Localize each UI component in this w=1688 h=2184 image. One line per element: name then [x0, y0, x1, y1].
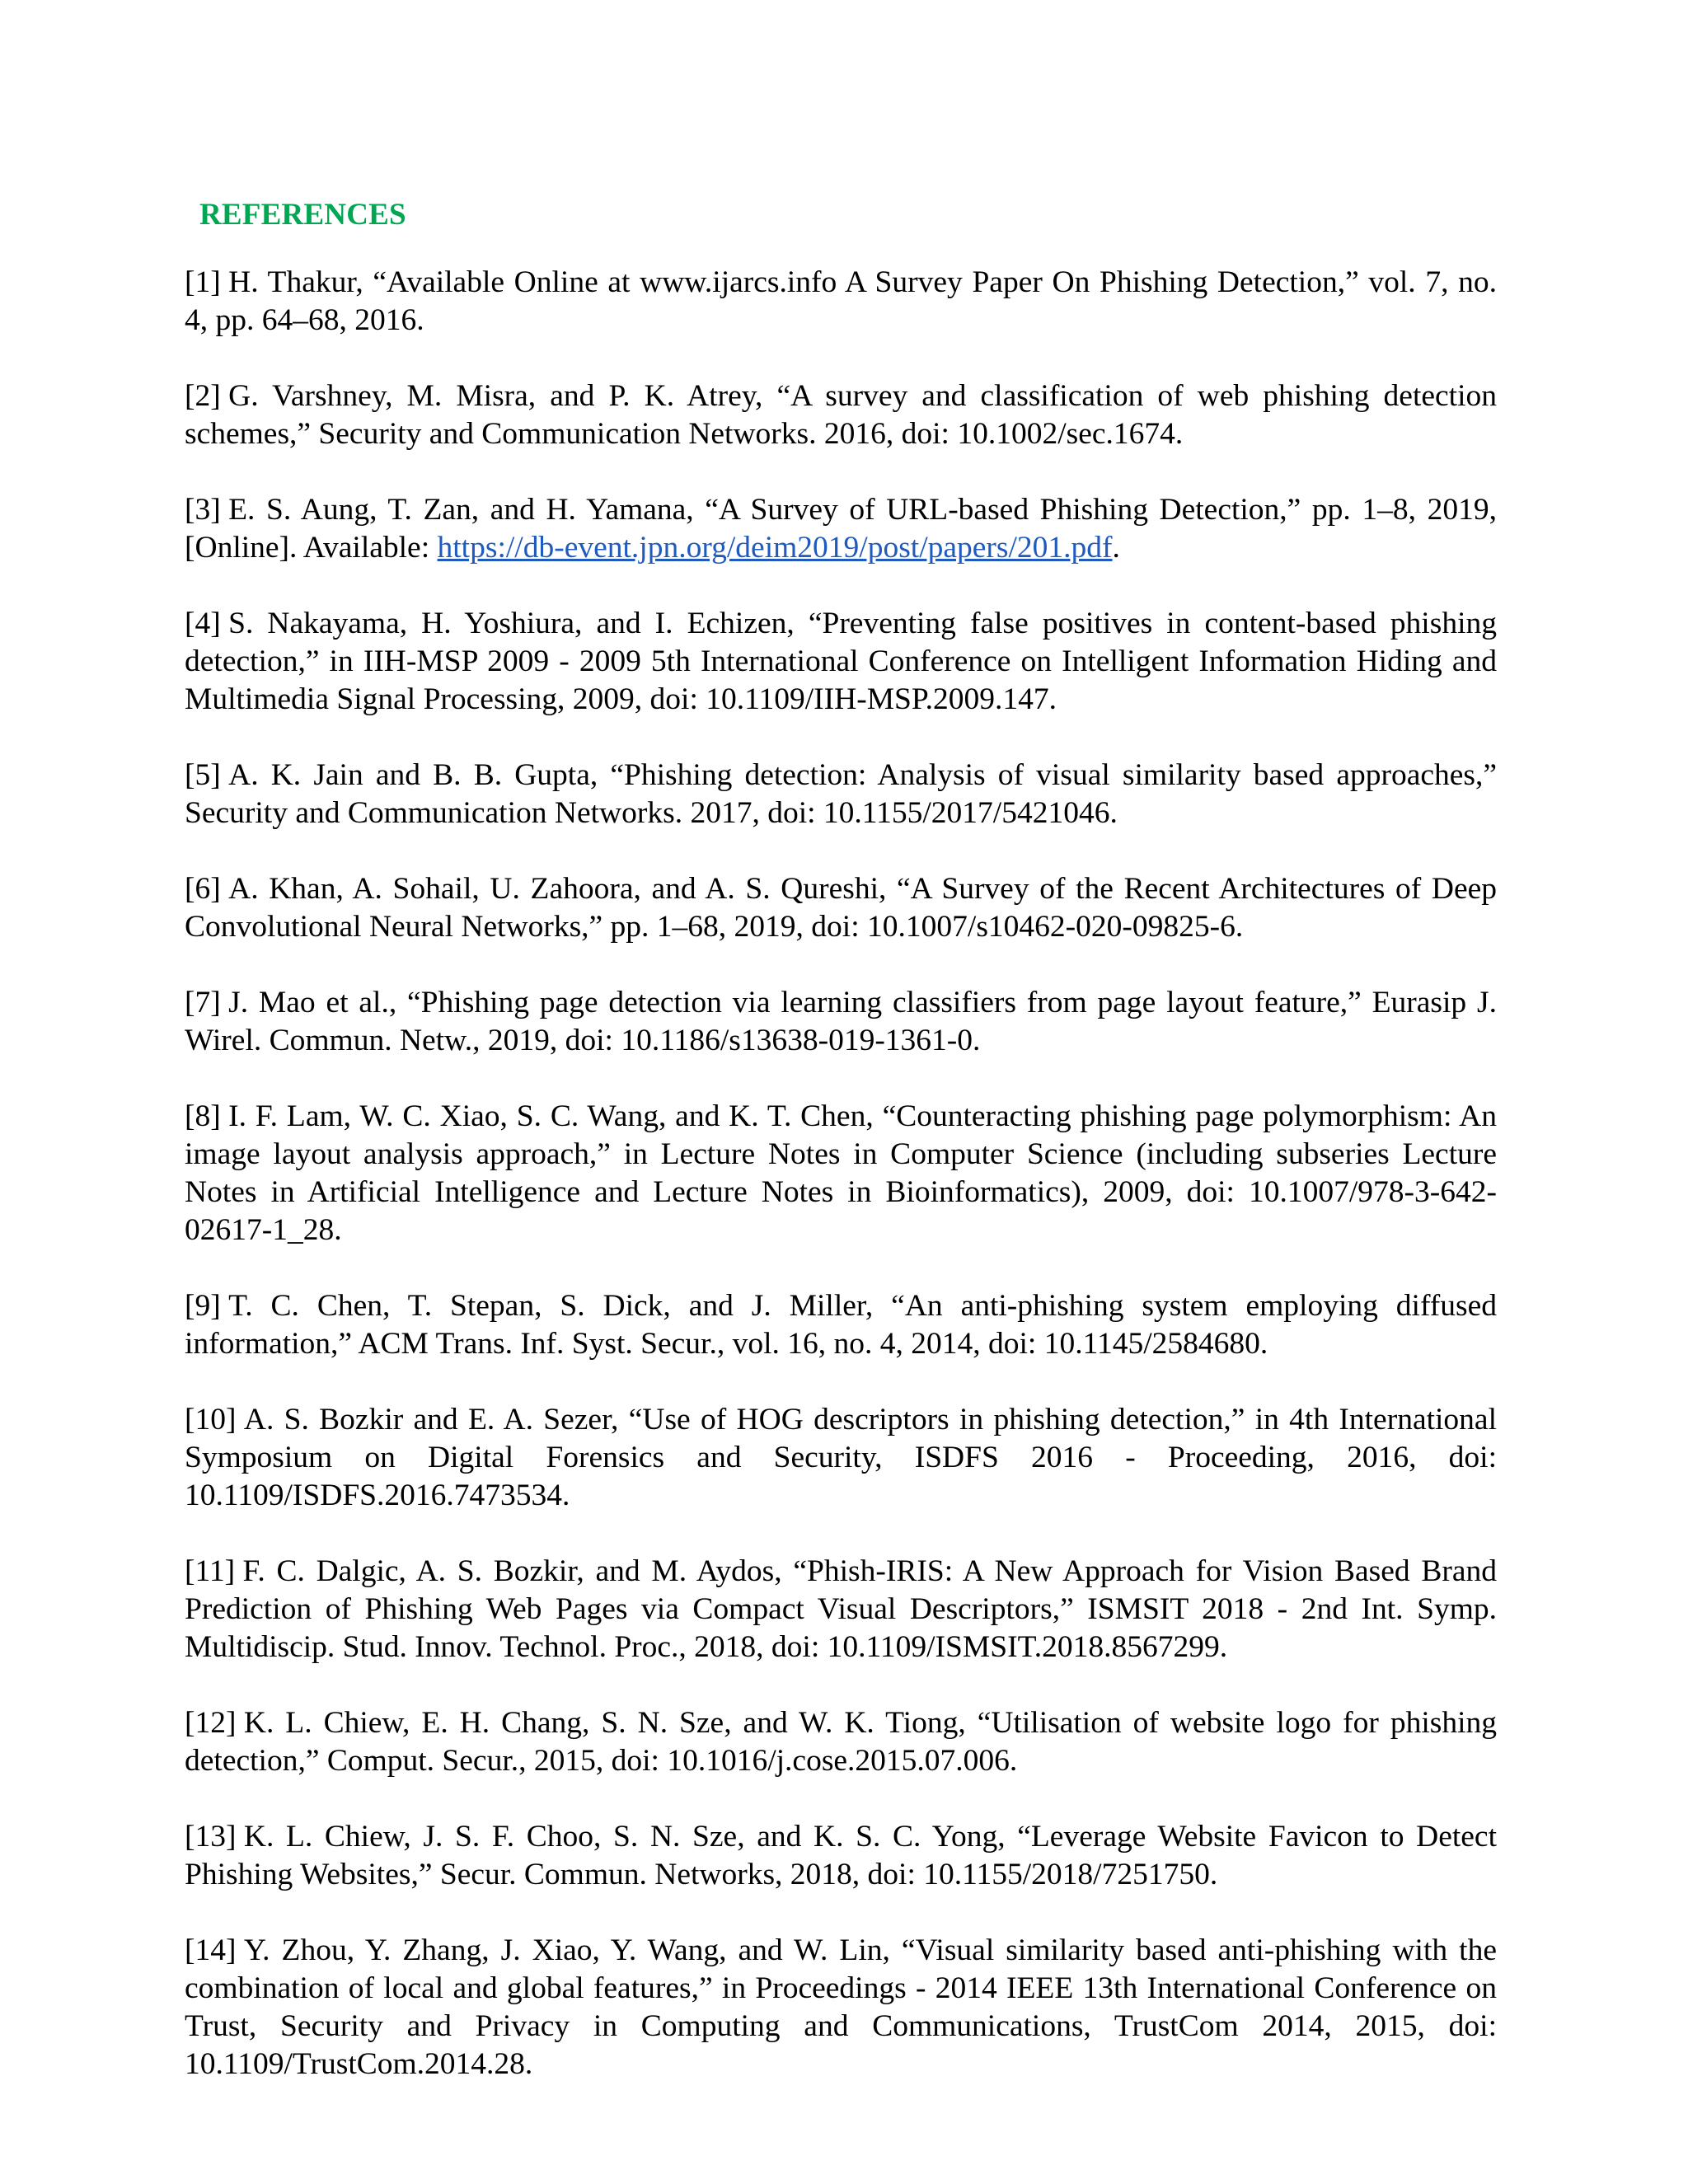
reference-number: [5] [185, 758, 221, 792]
reference-number: [13] [185, 1820, 237, 1854]
reference-item-2 [185, 377, 1497, 453]
reference-text: I. F. Lam, W. C. Xiao, S. C. Wang, and K. T. Chen, “Counteracting phishing page polymorphism: An image layout analysis approach,” in Lecture Notes in Computer Science (including subseries Lecture Notes in Artificial Intelligence and Lecture Notes in Bioinformatics), 2009, doi: 10.1007/978-3-642- 02617-1_28. [185, 1099, 1497, 1247]
reference-text: J. Mao et al., “Phishing page detection via learning classifiers from page layout feature,” Eurasip J. Wirel. Commun. Netw., 2019, doi: 10.1186/s13638-019-1361-0. [185, 986, 1497, 1057]
references-heading: REFERENCES [199, 198, 406, 232]
reference-item-7 [185, 984, 1497, 1060]
reference-item-9 [185, 1287, 1497, 1363]
reference-item-5 [185, 757, 1497, 832]
reference-number: [2] [185, 379, 221, 413]
reference-number: [7] [185, 986, 221, 1019]
reference-number: [10] [185, 1403, 237, 1436]
reference-number: [6] [185, 872, 221, 906]
reference-text: A. Khan, A. Sohail, U. Zahoora, and A. S. Qureshi, “A Survey of the Recent Architectures of Deep Convolutional Neural Networks,” pp. 1–68, 2019, doi: 10.1007/s10462-020-09825-6. [185, 872, 1497, 944]
reference-item-6 [185, 870, 1497, 946]
reference-text-end: . [1112, 531, 1120, 565]
reference-number: [12] [185, 1706, 237, 1740]
reference-number: [9] [185, 1289, 221, 1323]
references-page [185, 194, 1497, 2121]
reference-number: [3] [185, 493, 221, 527]
reference-text: E. S. Aung, T. Zan, and H. Yamana, “A Survey of URL-based Phishing Detection,” pp. 1–8, 2019, [Online]. Available: [185, 493, 1497, 565]
reference-link[interactable]: https://db-event.jpn.org/deim2019/post/papers/201.pdf [437, 531, 1113, 565]
reference-item-1 [185, 264, 1497, 340]
reference-item-4 [185, 605, 1497, 719]
reference-number: [4] [185, 607, 221, 640]
reference-text: G. Varshney, M. Misra, and P. K. Atrey, “A survey and classification of web phishing detection schemes,” Security and Communication Networks. 2016, doi: 10.1002/sec.1674. [185, 379, 1497, 451]
reference-item-3 [185, 491, 1497, 567]
reference-number: [1] [185, 265, 221, 299]
reference-item-14 [185, 1932, 1497, 2083]
reference-text: S. Nakayama, H. Yoshiura, and I. Echizen, “Preventing false positives in content-based phishing detection,” in IIH-MSP 2009 - 2009 5th International Conference on Intelligent Information Hiding and Multimedia Signal Processing, 2009, doi: 10.1109/IIH-MSP.2009.147. [185, 607, 1497, 716]
reference-item-10 [185, 1401, 1497, 1515]
reference-item-11 [185, 1553, 1497, 1666]
reference-text: K. L. Chiew, J. S. F. Choo, S. N. Sze, and K. S. C. Yong, “Leverage Website Favicon to Detect Phishing Websites,” Secur. Commun. Networks, 2018, doi: 10.1155/2018/7251750. [185, 1820, 1497, 1891]
reference-text: Y. Zhou, Y. Zhang, J. Xiao, Y. Wang, and W. Lin, “Visual similarity based anti-phishing with the combination of local and global features,” in Proceedings - 2014 IEEE 13th International Conference on Trust, Security and Privacy in Computing and Communications, TrustCom 2014, 2015, doi: 10.1109/TrustCom.2014.28. [185, 1933, 1497, 2081]
reference-number: [8] [185, 1099, 221, 1133]
reference-text: F. C. Dalgic, A. S. Bozkir, and M. Aydos, “Phish-IRIS: A New Approach for Vision Based Brand Prediction of Phishing Web Pages via Compact Visual Descriptors,” ISMSIT 2018 - 2nd Int. Symp. Multidiscip. Stud. Innov. Technol. Proc., 2018, doi: 10.1109/ISMSIT.2018.8567299. [185, 1554, 1497, 1664]
reference-number: [11] [185, 1554, 236, 1588]
reference-text: H. Thakur, “Available Online at www.ijarcs.info A Survey Paper On Phishing Detection,” vol. 7, no. 4, pp. 64–68, 2016. [185, 265, 1497, 337]
reference-list [185, 264, 1497, 2083]
reference-item-12 [185, 1704, 1497, 1780]
reference-number: [14] [185, 1933, 237, 1967]
reference-text: T. C. Chen, T. Stepan, S. Dick, and J. Miller, “An anti-phishing system employing diffused information,” ACM Trans. Inf. Syst. Secur., vol. 16, no. 4, 2014, doi: 10.1145/2584680. [185, 1289, 1497, 1361]
reference-text: A. S. Bozkir and E. A. Sezer, “Use of HOG descriptors in phishing detection,” in 4th International Symposium on Digital Forensics and Security, ISDFS 2016 - Proceeding, 2016, doi: 10.1109/ISDFS.2016.7473534. [185, 1403, 1497, 1512]
reference-text: A. K. Jain and B. B. Gupta, “Phishing detection: Analysis of visual similarity based approaches,” Security and Communication Networks. 2017, doi: 10.1155/2017/5421046. [185, 758, 1497, 830]
reference-text: K. L. Chiew, E. H. Chang, S. N. Sze, and W. K. Tiong, “Utilisation of website logo for phishing detection,” Comput. Secur., 2015, doi: 10.1016/j.cose.2015.07.006. [185, 1706, 1497, 1778]
reference-item-13 [185, 1818, 1497, 1894]
reference-item-8 [185, 1098, 1497, 1249]
